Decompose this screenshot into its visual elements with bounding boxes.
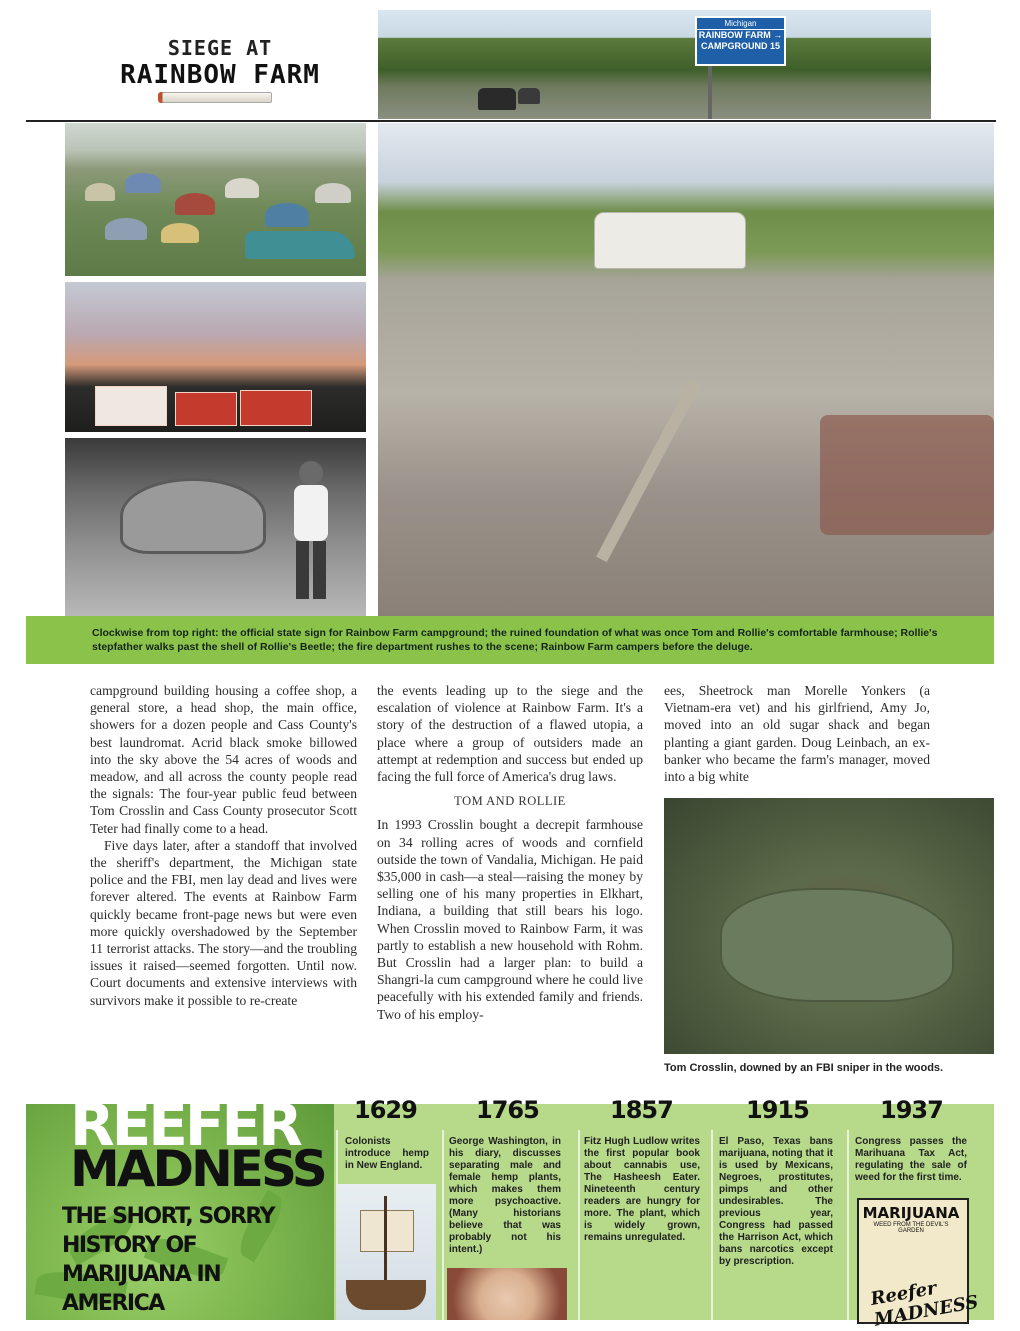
article-column-1 (90, 682, 357, 1009)
ruined-foundation-photo (378, 123, 994, 616)
sign-line-2: CAMPGROUND (700, 41, 768, 51)
rv-graphic (594, 212, 746, 269)
photo-caption: Clockwise from top right: the official state sign for Rainbow Farm campground; the ruined foundation of what was once Tom and Rollie's comfortable farmhouse; Rollie's stepfather walks past the shell of Rollie's Beetle; the fire department rushes to the scene; Rainbow Farm campers before the deluge. (92, 627, 938, 653)
campers-photo (65, 123, 366, 276)
section-subhead: TOM AND ROLLIE (454, 794, 566, 809)
timeline-year: 1765 (476, 1096, 539, 1124)
article-column-3 (664, 682, 930, 785)
car-graphic (478, 88, 516, 110)
poster-title: MARIJUANA (862, 1204, 960, 1222)
timeline-divider (442, 1130, 444, 1320)
burned-beetle-graphic (120, 478, 266, 554)
timeline-year: 1937 (880, 1096, 943, 1124)
paragraph: campground building housing a coffee shop, a general store, a head shop, the main office, showers for a dozen people and Cass County's best laundromat. Acrid black smoke billowed into the sky above the 54 acres of woods and meadow, and all across the county people read the signals: The four-year public feud between Tom Crosslin and Cass County prosecutor Scott Teter had finally come to a head. (90, 683, 357, 836)
sign-state: Michigan (697, 18, 784, 30)
arrow-right-icon: → (773, 30, 783, 40)
timeline-title-madness: MADNESS (70, 1140, 325, 1198)
timeline-divider (711, 1130, 713, 1320)
paragraph: ees, Sheetrock man Morelle Yonkers (a Vietnam-era vet) and his girlfriend, Amy Jo, moved into an old sugar shack and began planting a giant garden. Doug Leinbach, an ex-banker who became the farm's manager, moved into a big white (664, 683, 930, 785)
road-sign (695, 16, 786, 66)
page-title (100, 36, 340, 90)
poster-subtitle: WEED FROM THE DEVIL'S GARDEN (873, 1222, 949, 1234)
timeline-divider (578, 1130, 580, 1320)
sign-post (708, 64, 712, 119)
header-rule (26, 120, 996, 122)
ship-mast-graphic (384, 1196, 387, 1282)
sign-line-1: RAINBOW FARM (698, 30, 771, 40)
timeline-year: 1915 (746, 1096, 809, 1124)
paragraph: the events leading up to the siege and the escalation of violence at Rainbow Farm. It's a story of the destruction of a flawed utopia, a place where a group of outsiders made an attempt at redemption and success but ended up facing the full force of America's drug laws. (377, 683, 643, 785)
timeline-subtitle: THE SHORT, SORRY HISTORY OF MARIJUANA IN AMERICA (62, 1204, 275, 1316)
timeline-year: 1857 (610, 1096, 673, 1124)
poster-script-logo: Reefer MADNESS (868, 1277, 980, 1331)
man-walking-graphic (282, 455, 340, 605)
timeline-text: George Washington, in his diary, discusses separating male and female hemp plants, which makes them more psychoactive. (Many historians believe that was probably not his intent.) (449, 1136, 561, 1255)
title-line-1: SIEGE AT (167, 36, 273, 60)
stone-wall-graphic (820, 415, 994, 535)
ship-sail-graphic (360, 1210, 414, 1252)
article-column-2 (377, 682, 643, 1023)
timeline-text: Colonists introduce hemp in New England. (345, 1136, 429, 1171)
paragraph: In 1993 Crosslin bought a decrepit farmhouse on 34 rolling acres of woods and cornfield outside the town of Vandalia, Michigan. He paid $35,000 in cash—a steal—raising the money by selling one of his many properties in Elkhart, Indiana, a building that still bears his logo. When Crosslin moved to Rainbow Farm, it was partly to establish a new household with Rohm. But Crosslin had a larger plan: to build a Shangri-la cum campground where he could live peacefully with his extended family and friends. Two of his employ- (377, 817, 643, 1022)
paragraph: Five days later, after a standoff that involved the sheriff's department, the Michigan state police and the FBI, men lay dead and lives were forever altered. The events at Rainbow Farm quickly became front-page news but were even more quickly overshadowed by the September 11 terrorist attacks. The story—and the troubling issues it raised—seemed forgotten. Until now. Court documents and extensive interviews with survivors make it possible to re-create (90, 837, 357, 1008)
sign-exit: 15 (770, 41, 781, 51)
timeline-year: 1629 (354, 1096, 417, 1124)
photo-caption-small: Tom Crosslin, downed by an FBI sniper in the woods. (664, 1062, 944, 1074)
timeline-text: Congress passes the Marihuana Tax Act, regulating the sale of weed for the first time. (855, 1136, 967, 1183)
george-washington-portrait (447, 1268, 567, 1320)
road-sign-photo (378, 10, 931, 119)
timeline-text: El Paso, Texas bans marijuana, noting that it is used by Mexicans, Negroes, prostitutes, pimps and other undesirables. The previous year, Congress had passed the Harrison Act, which bans narcotics except by prescription. (719, 1136, 833, 1267)
fire-department-photo (65, 282, 366, 432)
figure-graphic (720, 888, 954, 1002)
title-line-2: RAINBOW FARM (120, 60, 320, 90)
timeline-text: Fitz Hugh Ludlow writes the first popular book about cannabis use, The Hasheesh Eater. Nineteenth century readers are hungry for more. The plant, which is widely grown, remains unregulated. (584, 1136, 700, 1243)
ship-hull-graphic (346, 1280, 426, 1310)
joint-graphic (162, 92, 272, 103)
timeline-divider (847, 1130, 849, 1320)
car-graphic (518, 88, 540, 104)
timeline-title-reefer: REEFER (70, 1091, 300, 1159)
